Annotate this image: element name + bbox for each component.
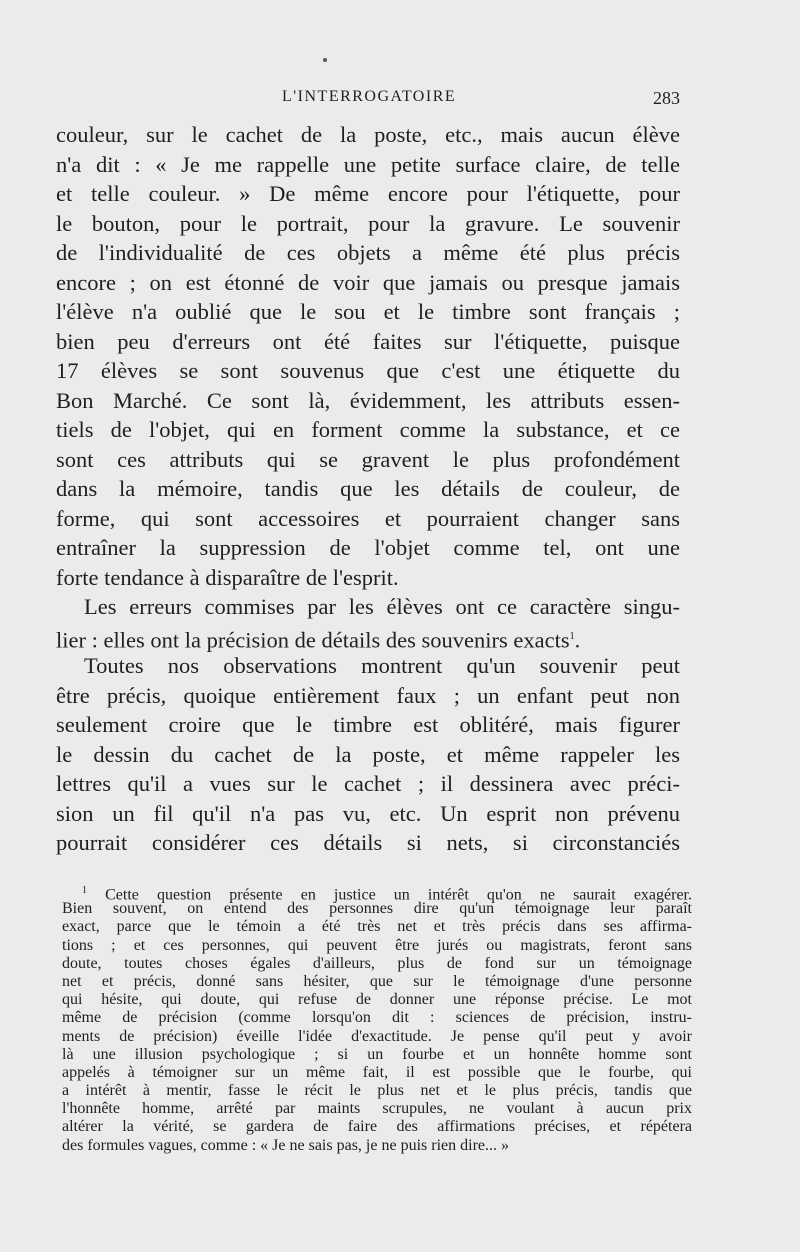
text-line: Les erreurs commises par les élèves ont ce caractère singu- (84, 594, 680, 619)
text-line: de l'individualité de ces objets a même été plus précis (56, 240, 680, 265)
text-line: dans la mémoire, tandis que les détails de couleur, de (56, 476, 680, 501)
footnote-line: l'honnête homme, arrêté par maints scrupules, ne voulant à aucun prix (62, 1100, 692, 1118)
footnote (62, 882, 692, 1155)
text-line: encore ; on est étonné de voir que jamais ou presque jamais (56, 269, 680, 295)
text-line: l'élève n'a oublié que le sou et le timbre sont français ; (56, 299, 680, 324)
footnote-line: appelés à témoigner sur un même fait, il est possible que le fourbe, qui (62, 1063, 692, 1081)
print-speck (323, 58, 327, 62)
text-line: le bouton, pour le portrait, pour la gravure. Le souvenir (56, 210, 680, 236)
main-text (56, 120, 680, 858)
text-line: seulement croire que le timbre est oblitéré, mais figurer (56, 712, 680, 737)
text-line: entraîner la suppression de l'objet comme tel, ont une (56, 535, 680, 560)
footnote-line: doute, toutes choses égales d'ailleurs, plus de fond sur un témoignage (62, 954, 692, 972)
footnote-line: là une illusion psychologique ; si un fourbe et un honnête homme sont (62, 1045, 692, 1063)
text-line: lettres qu'il a vues sur le cachet ; il dessinera avec préci- (56, 771, 680, 796)
text-line-with-footnote-ref (56, 622, 680, 652)
footnote-line (62, 882, 692, 904)
running-title: L'INTERROGATOIRE (282, 88, 457, 105)
footnote-line: qui hésite, qui doute, qui refuse de donner une réponse précise. Le mot (62, 991, 692, 1009)
footnote-line: a intérêt à mentir, fasse le récit le plus net et le plus précis, tandis que (62, 1082, 692, 1100)
text-line-content: lier : elles ont la précision de détails des souvenirs exacts (56, 627, 570, 652)
text-line: forte tendance à disparaître de l'esprit. (56, 564, 399, 590)
text-line: le dessin du cachet de la poste, et même rappeler les (56, 741, 680, 767)
text-line: être précis, quoique entièrement faux ; un enfant peut non (56, 682, 680, 708)
text-line: forme, qui sont accessoires et pourraient changer sans (56, 505, 680, 531)
footnote-line: net et précis, donné sans hésiter, que sur le témoignage d'une personne (62, 972, 692, 990)
footnote-line: Bien souvent, on entend des personnes dire qu'un témoignage leur paraît (62, 900, 692, 918)
text-line: pourrait considérer ces détails si nets, si circonstanciés (56, 830, 680, 855)
footnote-line-content: Cette question présente en justice un intérêt qu'on ne saurait exagérer. (105, 886, 692, 904)
text-line: bien peu d'erreurs ont été faites sur l'étiquette, puisque (56, 328, 680, 354)
footnote-line: des formules vagues, comme : « Je ne sais pas, je ne puis rien dire... » (62, 1136, 509, 1154)
footnote-line: tions ; et ces personnes, qui peuvent être jurés ou magistrats, feront sans (62, 936, 692, 954)
text-line: et telle couleur. » De même encore pour l'étiquette, pour (56, 181, 680, 206)
footnote-line: altérer la vérité, se gardera de faire des affirmations précises, et répétera (62, 1118, 692, 1136)
text-line: Toutes nos observations montrent qu'un souvenir peut (84, 653, 680, 678)
text-line: sion un fil qu'il n'a pas vu, etc. Un esprit non prévenu (56, 800, 680, 826)
footnote-line: exact, parce que le témoin a été très net et très précis dans ses affirma- (62, 918, 692, 936)
sentence-end: . (574, 627, 581, 652)
footnote-line: même de précision (comme lorsqu'on dit : sciences de précision, instru- (62, 1009, 692, 1027)
footnote-marker: 1 (82, 885, 87, 896)
footnote-reference: 1 (569, 630, 575, 642)
text-line: Bon Marché. Ce sont là, évidemment, les attributs essen- (56, 387, 680, 413)
footnote-line: ments de précision) éveille l'idée d'exactitude. Je pense qu'il peut y avoir (62, 1027, 692, 1045)
running-header (56, 88, 680, 114)
text-line: tiels de l'objet, qui en forment comme la substance, et ce (56, 417, 680, 442)
text-line: n'a dit : « Je me rappelle une petite surface claire, de telle (56, 151, 680, 177)
text-line: 17 élèves se sont souvenus que c'est une étiquette du (56, 358, 680, 383)
text-line: sont ces attributs qui se gravent le plus profondément (56, 446, 680, 472)
text-line: couleur, sur le cachet de la poste, etc., mais aucun élève (56, 122, 680, 147)
page-number: 283 (653, 88, 680, 108)
